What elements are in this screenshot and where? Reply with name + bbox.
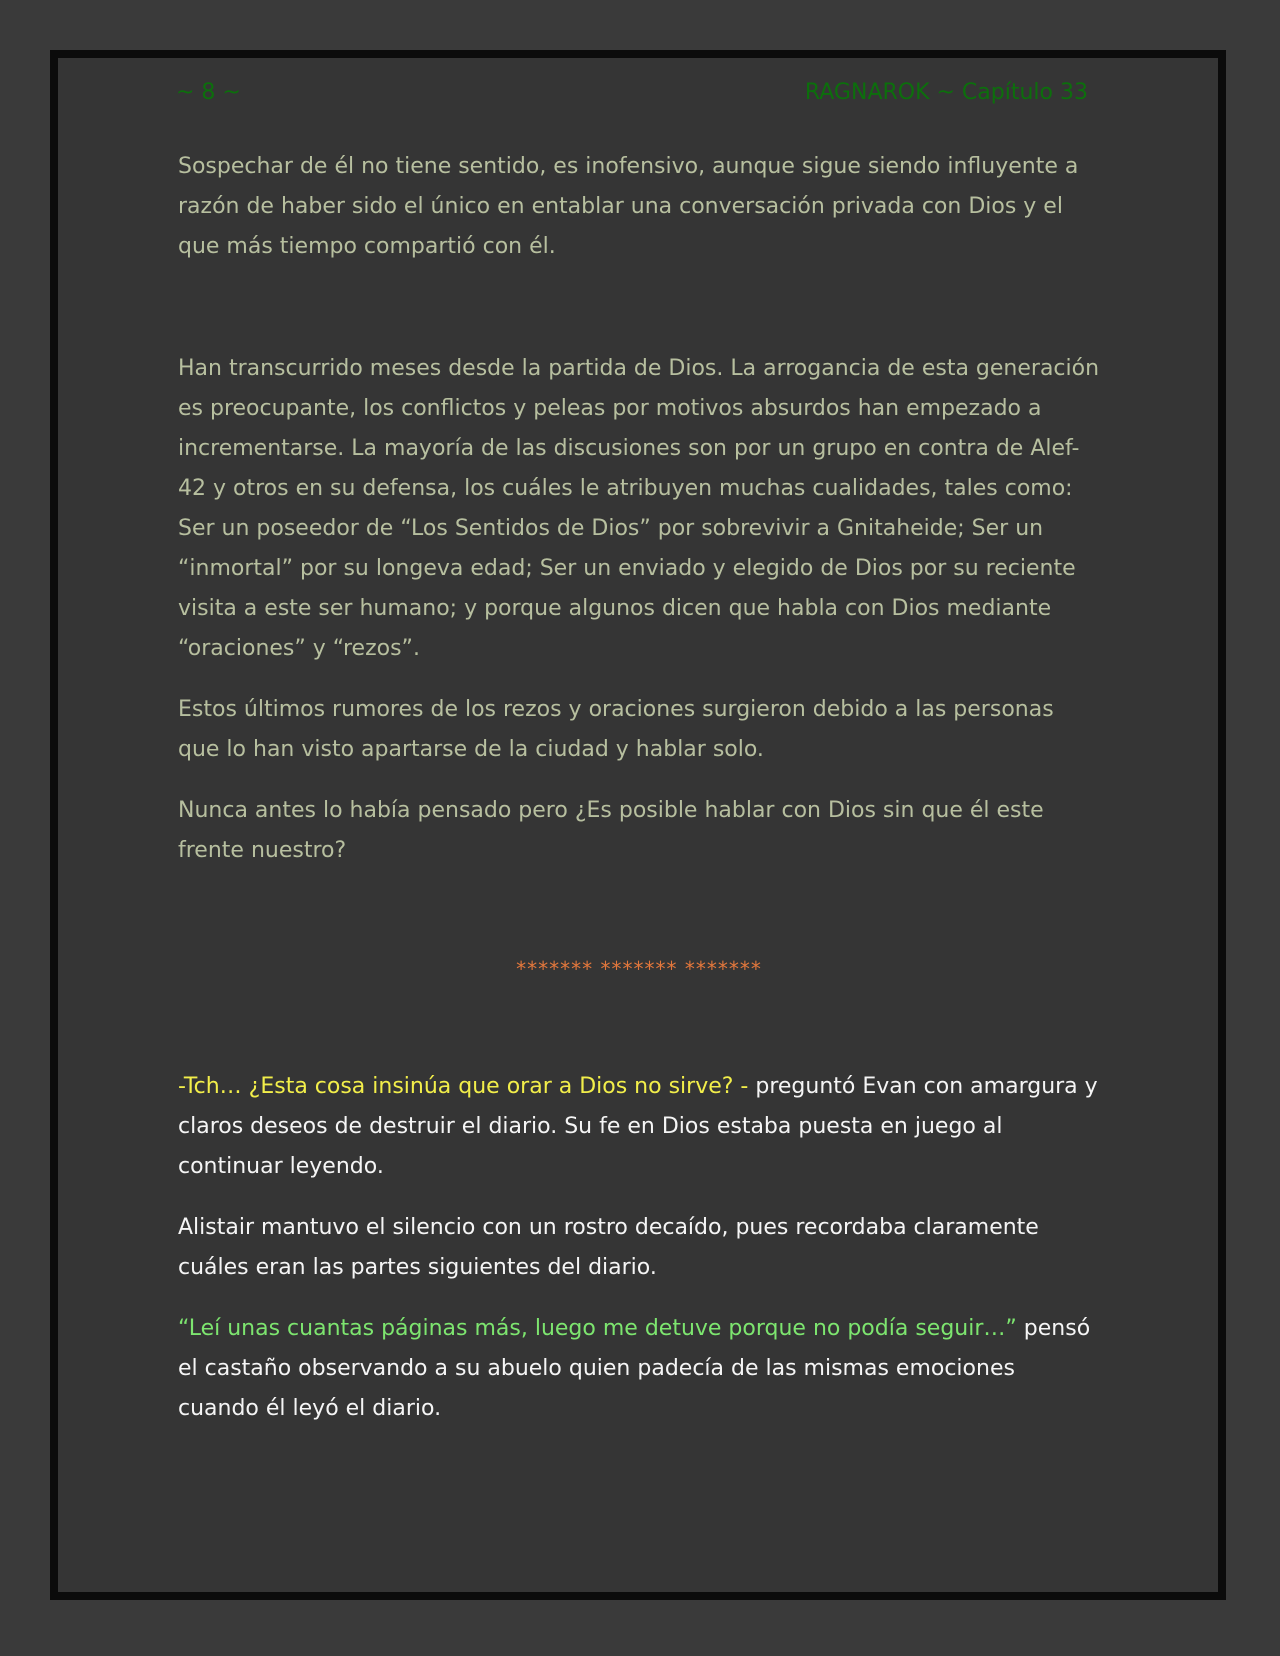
- dialogue-text: -Tch… ¿Esta cosa insinúa que orar a Dios no sirve? -: [178, 1074, 749, 1099]
- section-separator: ******* ******* *******: [516, 957, 762, 981]
- story-paragraph: [178, 1067, 1100, 1187]
- diary-excerpt: [178, 147, 1100, 871]
- page-header: [176, 76, 1088, 110]
- story-text: [178, 1067, 1100, 1429]
- narration-text: preguntó Evan con amargura y claros deseos de destruir el diario. Su fe en Dios estaba puesta en juego al continuar leyendo.: [178, 1074, 1098, 1179]
- chapter-title: RAGNAROK ~ Capítulo 33: [804, 80, 1088, 105]
- page-number: ~ 8 ~: [176, 80, 241, 105]
- diary-paragraph: Nunca antes lo había pensado pero ¿Es posible hablar con Dios sin que él este frente nuestro?: [178, 798, 1044, 863]
- narration-text: pensó el castaño observando a su abuelo quien padecía de las mismas emociones cuando él leyó el diario.: [178, 1316, 1091, 1421]
- diary-paragraph: Han transcurrido meses desde la partida de Dios. La arrogancia de esta generación es preocupante, los conflictos y peleas por motivos absurdos han empezado a incrementarse. La mayoría de las discusiones son por un grupo en contra de Alef-42 y otros en su defensa, los cuáles le atribuyen muchas cualidades, tales como: Ser un poseedor de “Los Sentidos de Dios” por sobrevivir a Gnitaheide; Ser un “inmortal” por su longeva edad; Ser un enviado y elegido de Dios por su reciente visita a este ser humano; y porque algunos dicen que habla con Dios mediante “oraciones” y “rezos”.: [178, 356, 1100, 661]
- story-paragraph: Alistair mantuvo el silencio con un rostro decaído, pues recordaba claramente cuáles eran las partes siguientes del diario.: [178, 1215, 1039, 1280]
- diary-paragraph: Estos últimos rumores de los rezos y oraciones surgieron debido a las personas que lo han visto apartarse de la ciudad y hablar solo.: [178, 697, 1054, 762]
- thought-text: “Leí unas cuantas páginas más, luego me detuve porque no podía seguir…”: [178, 1316, 1017, 1341]
- story-paragraph: [178, 1309, 1100, 1429]
- diary-paragraph: Sospechar de él no tiene sentido, es inofensivo, aunque sigue siendo influyente a razón de haber sido el único en entablar una conversación privada con Dios y el que más tiempo compartió con él.: [178, 154, 1079, 259]
- page-content: [178, 147, 1100, 1429]
